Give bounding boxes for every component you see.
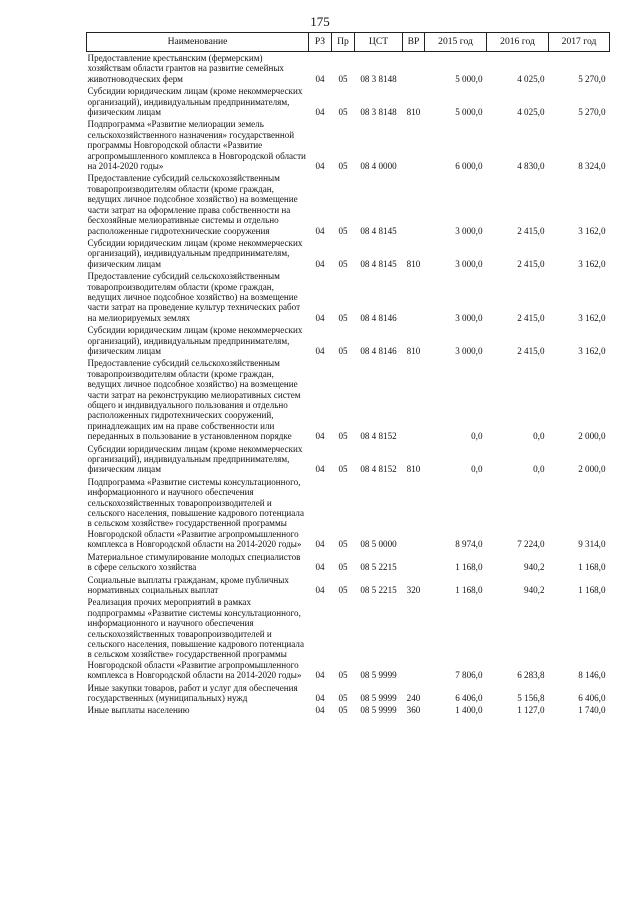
row-cst: 08 4 8145 xyxy=(360,225,397,236)
table-body xyxy=(87,52,610,717)
row-name: Субсидии юридическим лицам (кроме некоммерческих организаций), индивидуальным предпринимателям, физическим лицам xyxy=(87,237,303,269)
row-pr: 05 xyxy=(338,225,348,236)
row-rz: 04 xyxy=(315,225,325,236)
table-row xyxy=(87,237,610,270)
row-2016: 2 415,0 xyxy=(517,312,545,323)
table-row xyxy=(87,172,610,236)
row-2017: 9 314,0 xyxy=(578,539,606,550)
row-vr xyxy=(403,118,425,172)
row-vr xyxy=(403,52,425,86)
row-2015: 6 000,0 xyxy=(455,161,483,172)
row-pr: 05 xyxy=(338,464,348,475)
row-pr: 05 xyxy=(338,539,348,550)
row-name: Субсидии юридическим лицам (кроме некоммерческих организаций), индивидуальным предпринимателям, физическим лицам xyxy=(87,86,303,118)
row-2016: 2 415,0 xyxy=(517,258,545,269)
row-vr: 810 xyxy=(406,258,421,269)
row-2017: 6 406,0 xyxy=(578,692,606,703)
column-header-2017: 2017 год xyxy=(549,33,610,52)
row-pr: 05 xyxy=(338,431,348,442)
row-name: Подпрограмма «Развитие мелиорации земель сельскохозяйственного назначения» государственной программы Новгородской области «Развитие агропромышленного комплекса в Новгородской области на 2014-2020 годы» xyxy=(87,119,306,172)
row-2017: 3 162,0 xyxy=(578,312,606,323)
table-row xyxy=(87,682,610,705)
row-2016: 7 224,0 xyxy=(517,539,545,550)
row-rz: 04 xyxy=(315,705,325,716)
row-2017: 3 162,0 xyxy=(578,258,606,269)
table-row xyxy=(87,574,610,597)
column-header-cst: ЦСТ xyxy=(355,33,403,52)
row-rz: 04 xyxy=(315,107,325,118)
row-2016: 5 156,8 xyxy=(517,692,545,703)
row-rz: 04 xyxy=(315,431,325,442)
row-2017: 8 146,0 xyxy=(578,670,606,681)
row-pr: 05 xyxy=(338,705,348,716)
row-vr xyxy=(403,596,425,681)
row-2015: 3 000,0 xyxy=(455,225,483,236)
row-vr: 360 xyxy=(406,705,421,716)
row-2016: 2 415,0 xyxy=(517,225,545,236)
table-row xyxy=(87,551,610,574)
row-2016: 1 127,0 xyxy=(517,705,545,716)
row-pr: 05 xyxy=(338,312,348,323)
page-number: 175 xyxy=(310,14,330,29)
row-rz: 04 xyxy=(315,692,325,703)
row-2015: 3 000,0 xyxy=(455,258,483,269)
row-2016: 4 025,0 xyxy=(517,107,545,118)
row-2015: 3 000,0 xyxy=(455,312,483,323)
row-name: Социальные выплаты гражданам, кроме публичных нормативных социальных выплат xyxy=(87,574,289,595)
column-header-2015: 2015 год xyxy=(425,33,487,52)
row-rz: 04 xyxy=(315,562,325,573)
row-2015: 3 000,0 xyxy=(455,345,483,356)
row-cst: 08 5 2215 xyxy=(360,584,397,595)
row-2015: 5 000,0 xyxy=(455,107,483,118)
row-cst: 08 5 0000 xyxy=(360,539,397,550)
row-2016: 4 025,0 xyxy=(517,73,545,84)
row-pr: 05 xyxy=(338,258,348,269)
row-2017: 1 168,0 xyxy=(578,584,606,595)
row-2016: 0,0 xyxy=(533,431,545,442)
row-2017: 8 324,0 xyxy=(578,161,606,172)
row-2016: 940,2 xyxy=(524,562,545,573)
row-cst: 08 4 8146 xyxy=(360,312,397,323)
table-row xyxy=(87,118,610,172)
row-cst: 08 5 9999 xyxy=(360,705,397,716)
row-rz: 04 xyxy=(315,539,325,550)
row-cst: 08 4 8152 xyxy=(360,431,397,442)
budget-table xyxy=(86,32,610,717)
row-2015: 1 168,0 xyxy=(455,584,483,595)
row-vr: 810 xyxy=(406,345,421,356)
row-pr: 05 xyxy=(338,161,348,172)
row-vr: 810 xyxy=(406,107,421,118)
table-row xyxy=(87,443,610,476)
table-row xyxy=(87,596,610,681)
table-row xyxy=(87,476,610,551)
row-2016: 4 830,0 xyxy=(517,161,545,172)
row-2017: 1 740,0 xyxy=(578,705,606,716)
row-name: Реализация прочих мероприятий в рамках подпрограммы «Развитие системы консультационного, информационного и научного обеспечения сельскохозяйственных товаропроизводителей и сельского населения, повышение кадрового потенциала в сельском хозяйстве» государственной программы Новгородской области «Развитие агропромышленного комплекса в Новгородской области на 2014-2020 годы» xyxy=(87,597,304,681)
row-cst: 08 4 8152 xyxy=(360,464,397,475)
row-vr: 810 xyxy=(406,464,421,475)
row-2016: 6 283,8 xyxy=(517,670,545,681)
table-row xyxy=(87,85,610,118)
row-pr: 05 xyxy=(338,107,348,118)
row-2016: 2 415,0 xyxy=(517,345,545,356)
row-2015: 7 806,0 xyxy=(455,670,483,681)
table-row xyxy=(87,357,610,442)
row-name: Предоставление субсидий сельскохозяйственным товаропроизводителям области (кроме граждан, ведущих личное подсобное хозяйство) на возмещение части затрат на проведение культур технических работ на мелиорируемых землях xyxy=(87,271,301,323)
row-2017: 3 162,0 xyxy=(578,225,606,236)
row-name: Предоставление субсидий сельскохозяйственным товаропроизводителям области (кроме граждан, ведущих личное подсобное хозяйство) на возмещение части затрат на реконструкцию мелиоративных систем общего и индивидуального пользования и отдельно расположенных гидротехнических сооружений, принадлежащих им на праве собственности или переданных в пользование в установленном порядке xyxy=(87,358,301,442)
row-2015: 6 406,0 xyxy=(455,692,483,703)
row-2015: 8 974,0 xyxy=(455,539,483,550)
column-header-pr: Пр xyxy=(332,33,355,52)
row-rz: 04 xyxy=(315,464,325,475)
row-rz: 04 xyxy=(315,584,325,595)
row-2017: 1 168,0 xyxy=(578,562,606,573)
row-rz: 04 xyxy=(315,670,325,681)
row-2015: 5 000,0 xyxy=(455,73,483,84)
row-cst: 08 4 8146 xyxy=(360,345,397,356)
row-pr: 05 xyxy=(338,692,348,703)
row-name: Субсидии юридическим лицам (кроме некоммерческих организаций), индивидуальным предпринимателям, физическим лицам xyxy=(87,443,303,475)
row-2015: 1 400,0 xyxy=(455,705,483,716)
row-name: Предоставление крестьянским (фермерским) хозяйствам области грантов на развитие семейных животноводческих ферм xyxy=(87,53,284,84)
column-header-rz: РЗ xyxy=(309,33,332,52)
row-cst: 08 3 8148 xyxy=(360,107,397,118)
row-vr xyxy=(403,357,425,442)
row-rz: 04 xyxy=(315,73,325,84)
row-name: Материальное стимулирование молодых специалистов в сфере сельского хозяйства xyxy=(87,551,301,573)
row-cst: 08 3 8148 xyxy=(360,73,397,84)
row-pr: 05 xyxy=(338,345,348,356)
row-2016: 940,2 xyxy=(524,584,545,595)
row-cst: 08 5 9999 xyxy=(360,692,397,703)
row-vr xyxy=(403,551,425,574)
row-cst: 08 5 2215 xyxy=(360,562,397,573)
row-rz: 04 xyxy=(315,312,325,323)
table-row xyxy=(87,52,610,86)
column-header-name: Наименование xyxy=(87,33,309,52)
row-name: Предоставление субсидий сельскохозяйственным товаропроизводителям области (кроме граждан, ведущих личное подсобное хозяйство) на возмещение части затрат на оформление права собственности на бесхозяйные мелиоративные системы и отдельно расположенные гидротехнические сооружения xyxy=(87,173,298,236)
row-2017: 5 270,0 xyxy=(578,107,606,118)
table-row xyxy=(87,270,610,324)
row-rz: 04 xyxy=(315,258,325,269)
row-rz: 04 xyxy=(315,161,325,172)
row-name: Подпрограмма «Развитие системы консультационного, информационного и научного обеспечения сельскохозяйственных товаропроизводителей и сельского населения, повышение кадрового потенциала в сельском хозяйстве» государственной программы Новгородской области «Развитие агропромышленного комплекса в Новгородской области на 2014-2020 годы» xyxy=(87,476,304,550)
row-2015: 0,0 xyxy=(471,431,483,442)
row-cst: 08 4 8145 xyxy=(360,258,397,269)
table-header xyxy=(87,33,610,52)
row-2017: 2 000,0 xyxy=(578,431,606,442)
table-row xyxy=(87,704,610,716)
row-2015: 0,0 xyxy=(471,464,483,475)
row-2017: 5 270,0 xyxy=(578,73,606,84)
row-vr: 240 xyxy=(406,692,421,703)
row-cst: 08 5 9999 xyxy=(360,670,397,681)
row-rz: 04 xyxy=(315,345,325,356)
row-vr: 320 xyxy=(406,584,421,595)
row-name: Субсидии юридическим лицам (кроме некоммерческих организаций), индивидуальным предпринимателям, физическим лицам xyxy=(87,325,303,356)
row-2016: 0,0 xyxy=(533,464,545,475)
column-header-2016: 2016 год xyxy=(487,33,549,52)
row-name: Иные выплаты населению xyxy=(87,705,190,716)
row-vr xyxy=(403,476,425,551)
row-pr: 05 xyxy=(338,670,348,681)
row-pr: 05 xyxy=(338,584,348,595)
row-pr: 05 xyxy=(338,562,348,573)
row-pr: 05 xyxy=(338,73,348,84)
row-name: Иные закупки товаров, работ и услуг для обеспечения государственных (муниципальных) нужд xyxy=(87,682,298,703)
row-vr xyxy=(403,270,425,324)
row-cst: 08 4 0000 xyxy=(360,161,397,172)
table-row xyxy=(87,324,610,357)
row-2015: 1 168,0 xyxy=(455,562,483,573)
column-header-vr: ВР xyxy=(403,33,425,52)
row-2017: 2 000,0 xyxy=(578,464,606,475)
row-2017: 3 162,0 xyxy=(578,345,606,356)
row-vr xyxy=(403,172,425,236)
